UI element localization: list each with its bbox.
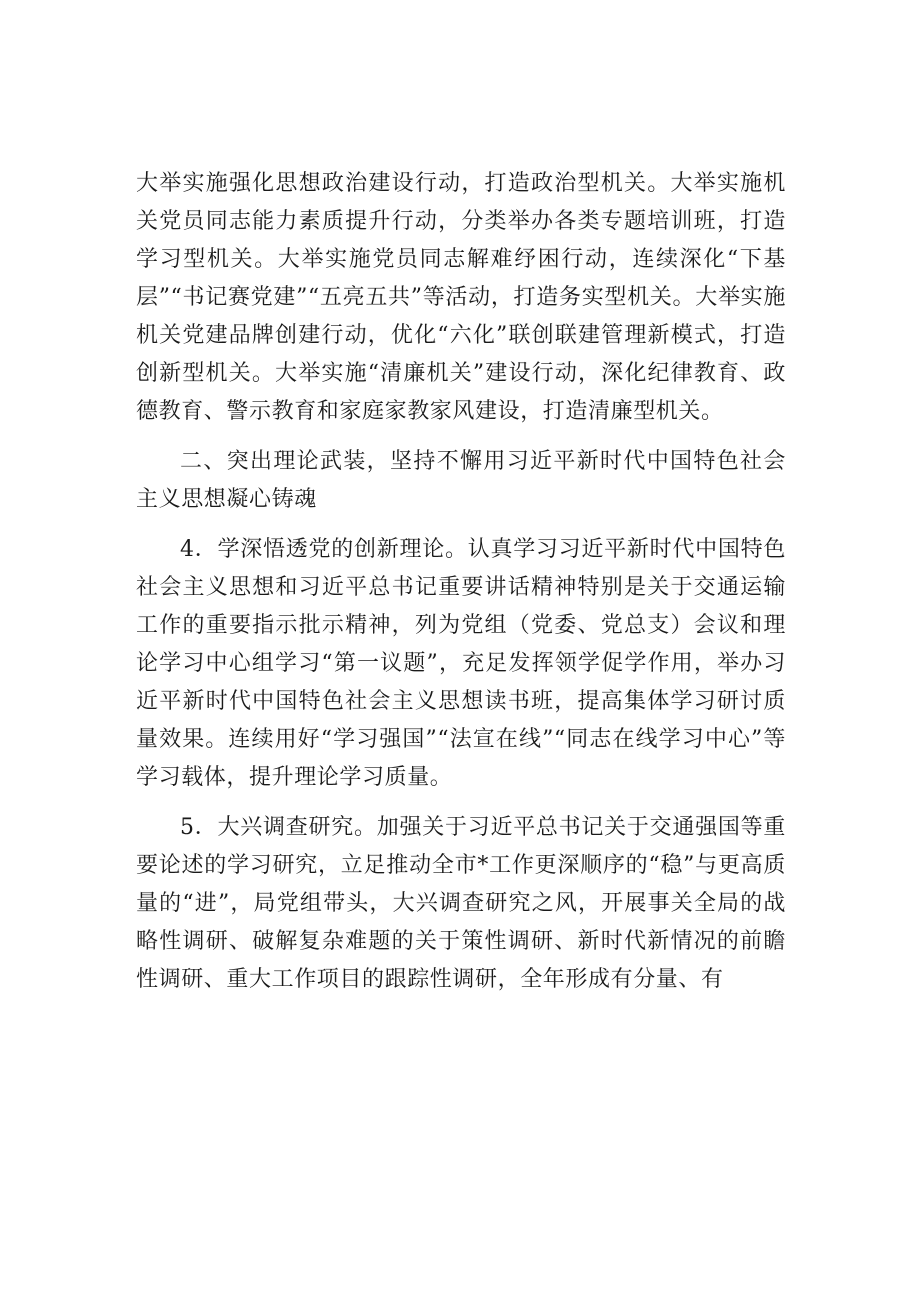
paragraph-item-5: 5．大兴调查研究。加强关于习近平总书记关于交通强国等重要论述的学习研究，立足推动全市*工作更深顺序的“稳”与更高质量的“进”，局党组带头，大兴调查研究之风，开展事关全局的战略性调研、破解复杂难题的关于策性调研、新时代新情况的前瞻性调研、重大工作项目的跟踪性调研，全年形成有分量、有 <box>136 815 786 992</box>
section-heading-2: 二、突出理论武装，坚持不懈用习近平新时代中国特色社会主义思想凝心铸魂 <box>136 449 786 512</box>
document-body <box>136 165 786 1011</box>
paragraph-1: 大举实施强化思想政治建设行动，打造政治型机关。大举实施机关党员同志能力素质提升行动，分类举办各类专题培训班，打造学习型机关。大举实施党员同志解难纾困行动，连续深化“下基层”“书记赛党建”“五亮五共”等活动，打造务实型机关。大举实施机关党建品牌创建行动，优化“六化”联创联建管理新模式，打造创新型机关。大举实施“清廉机关”建设行动，深化纪律教育、政德教育、警示教育和家庭家教家风建设，打造清廉型机关。 <box>136 171 786 424</box>
paragraph-item-4: 4．学深悟透党的创新理论。认真学习习近平新时代中国特色社会主义思想和习近平总书记重要讲话精神特别是关于交通运输工作的重要指示批示精神，列为党组（党委、党总支）会议和理论学习中心组学习“第一议题”，充足发挥领学促学作用，举办习近平新时代中国特色社会主义思想读书班，提高集体学习研讨质量效果。连续用好“学习强国”“法宣在线”“同志在线学习中心”等学习载体，提升理论学习质量。 <box>136 537 786 790</box>
